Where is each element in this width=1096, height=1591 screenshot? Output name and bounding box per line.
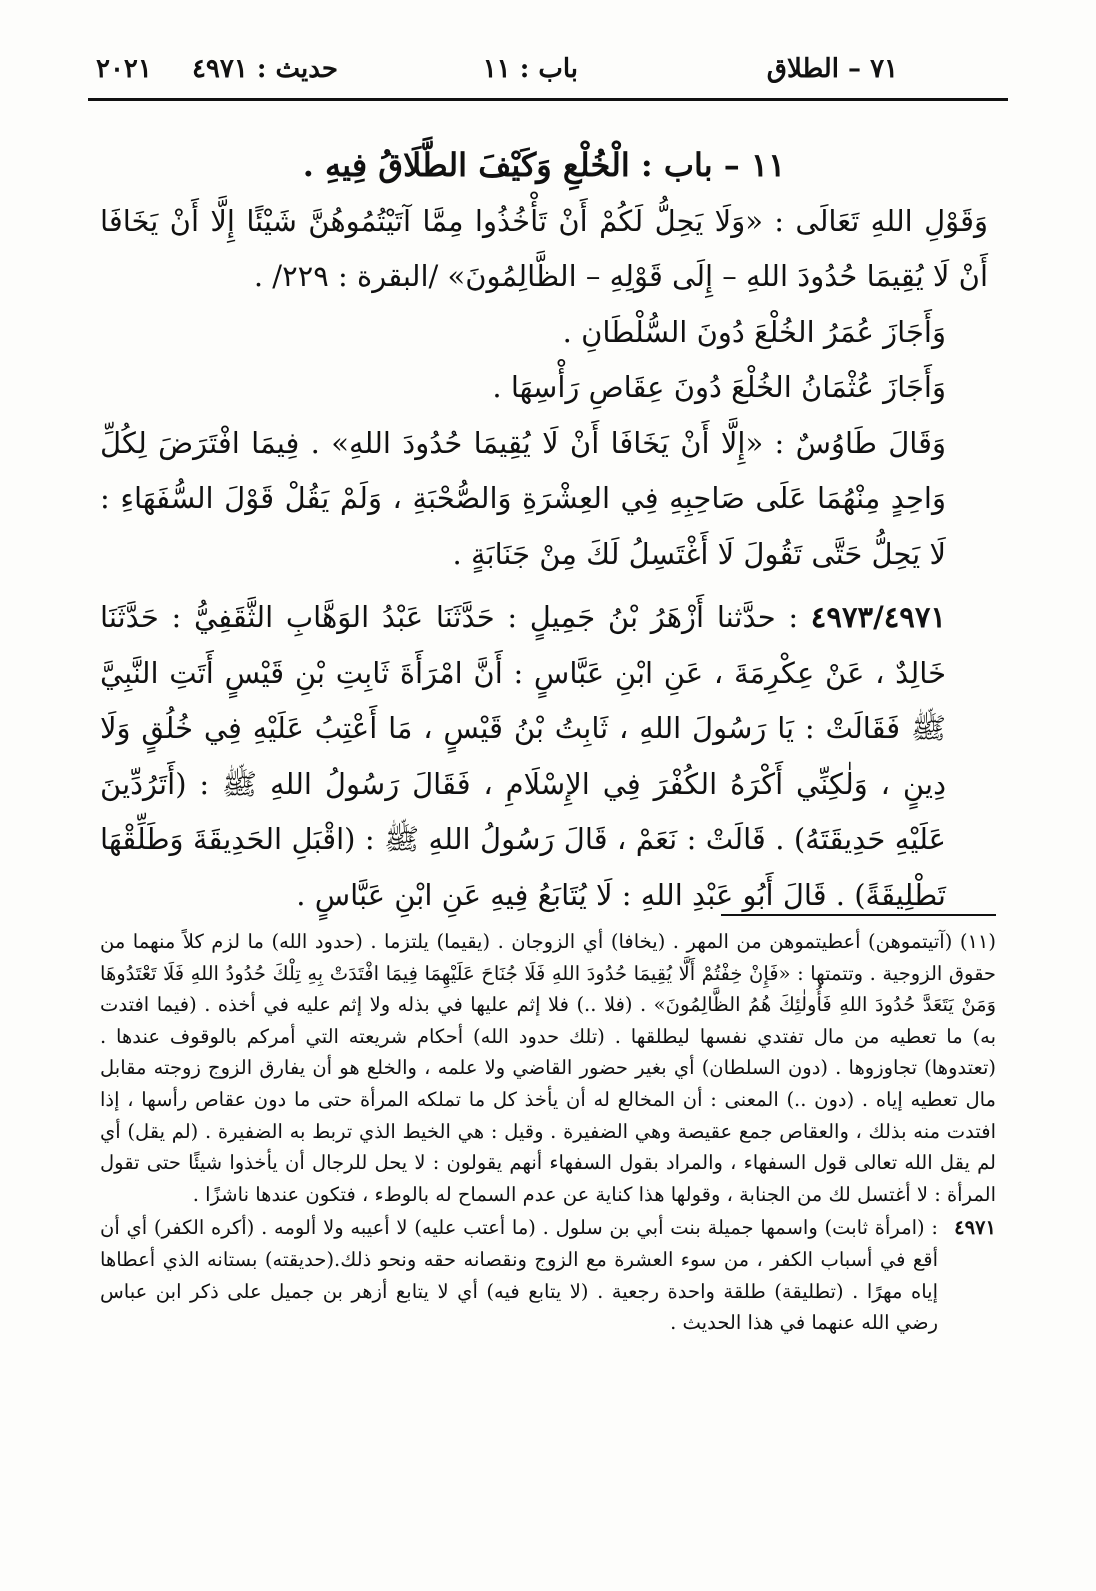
hadith-number: ٤٩٧٣/٤٩٧١ (810, 600, 946, 634)
footnote-4971-text: : (امرأة ثابت) واسمها جميلة بنت أبي بن سلول . (ما أعتب عليه) لا أعيبه ولا ألومه . (أكره الكفر) أي أن أقع في أسباب الكفر ، من سوء العشرة مع الزوج ونقصانه حقه ونحو ذلك.(حديقته) بستانه الذي أعطاها إياه مهرًا . (تطليقة) طلقة واحدة رجعية . (لا يتابع فيه) أي لا يتابع أزهر بن جميل على ذكر ابن عباس رضي الله عنهما في هذا الحديث . (100, 1216, 938, 1335)
page-number: ٢٠٢١ (96, 54, 152, 84)
footnote-4971 (100, 1212, 996, 1338)
header-hadith-number: حديث : ٤٩٧١ (191, 54, 338, 84)
main-text (100, 138, 988, 923)
quran-verse-paragraph: وَقَوْلِ اللهِ تَعَالَى : «وَلَا يَحِلُّ لَكُمْ أَنْ تَأْخُذُوا مِمَّا آتَيْتُمُوهُنَّ شَيْئًا إِلَّا أَنْ يَخَافَا أَنْ لَا يُقِيمَا حُدُودَ اللهِ – إِلَى قَوْلِهِ – الظَّالِمُونَ» /البقرة : ٢٢٩/ . (100, 203, 988, 293)
footnotes (100, 926, 996, 1339)
chapter-title: ١١ – باب : الْخُلْعِ وَكَيْفَ الطَّلَاقُ فِيهِ . (302, 146, 786, 184)
tawus-paragraph: وَقَالَ طَاوُسٌ : «إِلَّا أَنْ يَخَافَا أَنْ لَا يُقِيمَا حُدُودَ اللهِ» . فِيمَا افْتَرَضَ لِكُلِّ وَاحِدٍ مِنْهُمَا عَلَى صَاحِبِهِ فِي العِشْرَةِ وَالصُّحْبَةِ ، وَلَمْ يَقُلْ قَوْلَ السُّفَهَاءِ : لَا يَحِلُّ حَتَّى تَقُولَ لَا أَغْتَسِلُ لَكَ مِنْ جَنَابَةٍ . (100, 425, 946, 571)
footnote-11: (١١) (آتيتموهن) أعطيتموهن من المهر . (يخافا) أي الزوجان . (يقيما) يلتزما . (حدود الله) ما لزم كلاً منهما من حقوق الزوجية . وتتمتها : «فَإِنْ خِفْتُمْ أَلَّا يُقِيمَا حُدُودَ اللهِ فَلَا جُنَاحَ عَلَيْهِمَا فِيمَا افْتَدَتْ بِهِ تِلْكَ حُدُودُ اللهِ فَلَا تَعْتَدُوهَا وَمَنْ يَتَعَدَّ حُدُودَ اللهِ فَأُولٰئِكَ هُمُ الظَّالِمُونَ» . (فلا ..) فلا إثم عليها في بذله ولا إثم عليه في أخذه . (فيما افتدت به) ما تعطيه من مال تفتدي نفسها ليطلقها . (تلك حدود الله) أحكام شريعته التي أمركم بالوقوف عندها . (تعتدوها) تجاوزوها . (دون السلطان) أي بغير حضور القاضي ولا علمه ، والخلع هو أن يفارق الزوج زوجته مقابل مال تعطيه إياه . (دون ..) المعنى : أن المخالع له أن يأخذ كل ما تملكه المرأة حتى ما دون عقاص رأسها ، إذا افتدت منه بذلك ، والعقاص جمع عقيصة وهي الضفيرة . وقيل : هي الخيط الذي تربط به الضفيرة . (لم يقل) أي لم يقل الله تعالى قول السفهاء ، والمراد بقول السفهاء أنهم يقولون : لا يحل للرجال أن يأخذوا شيئًا حتى تقول المرأة : لا أغتسل لك من الجنابة ، وقولها هذا كناية عن عدم السماح له بالوطء ، فتكون عندها ناشزًا . (100, 930, 996, 1206)
header-book-title: ٧١ – الطلاق (766, 54, 898, 84)
header-chapter: باب : ١١ (482, 54, 578, 84)
hadith-text: : حدَّثنا أَزْهَرُ بْنُ جَمِيلٍ : حَدَّثَنَا عَبْدُ الوَهَّابِ الثَّقَفِيُّ : حَدَّثَنَا خَالِدٌ ، عَنْ عِكْرِمَةَ ، عَنِ ابْنِ عَبَّاسٍ : أَنَّ امْرَأَةَ ثَابِتِ بْنِ قَيْسٍ أَتَتِ النَّبِيَّ ﷺ فَقَالَتْ : يَا رَسُولَ اللهِ ، ثَابِتُ بْنُ قَيْسٍ ، مَا أَعْتِبُ عَلَيْهِ فِي خُلُقٍ وَلَا دِينٍ ، وَلٰكِنِّي أَكْرَهُ الكُفْرَ فِي الإِسْلَامِ ، فَقَالَ رَسُولُ اللهِ ﷺ : (أَتَرُدِّينَ عَلَيْهِ حَدِيقَتَهُ) . قَالَتْ : نَعَمْ ، قَالَ رَسُولُ اللهِ ﷺ : (اقْبَلِ الحَدِيقَةَ وَطَلِّقْهَا تَطْلِيقَةً) . قَالَ أَبُو عَبْدِ اللهِ : لَا يُتَابَعُ فِيهِ عَنِ ابْنِ عَبَّاسٍ . (100, 600, 946, 912)
uthman-paragraph: وَأَجَازَ عُثْمَانُ الخُلْعَ دُونَ عِقَاصِ رَأْسِهَا . (492, 370, 946, 404)
footnote-separator (721, 914, 996, 916)
running-header (88, 48, 1008, 101)
footnote-4971-number: ٤٩٧١ (954, 1216, 996, 1240)
umar-paragraph: وَأَجَازَ عُمَرُ الخُلْعَ دُونَ السُّلْطَانِ . (562, 314, 946, 349)
hadith-paragraph (100, 590, 988, 923)
